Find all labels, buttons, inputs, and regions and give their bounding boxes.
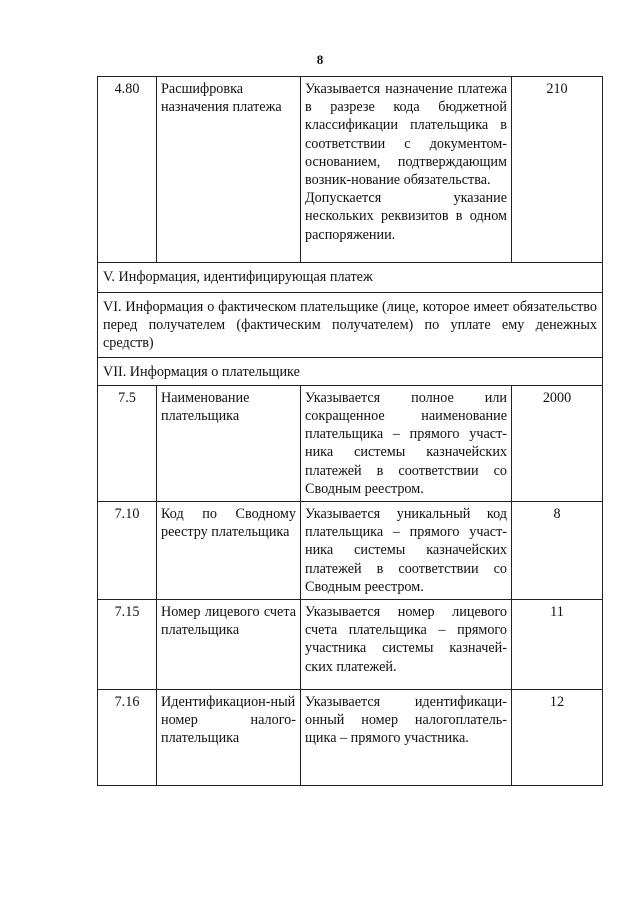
row-number: 7.15	[98, 600, 157, 690]
page-number: 8	[316, 52, 324, 67]
field-length: 11	[512, 600, 603, 690]
table-row	[98, 385, 603, 501]
field-name: Наименование плательщика	[157, 385, 301, 501]
requisites-table	[97, 76, 603, 786]
field-description: Указывается идентификаци-онный номер налогоплатель-щика – прямого участника.	[301, 690, 512, 786]
field-length: 2000	[512, 385, 603, 501]
section-title: V. Информация, идентифицирующая платеж	[98, 263, 603, 293]
field-name: Код по Сводному реестру плательщика	[157, 502, 301, 600]
field-name: Идентификацион-ный номер налого-плательщика	[157, 690, 301, 786]
row-number: 7.10	[98, 502, 157, 600]
table-row	[98, 502, 603, 600]
field-description: Указывается номер лицевого счета плательщика – прямого участника системы казначей-ских платежей.	[301, 600, 512, 690]
field-name: Расшифровка назначения платежа	[157, 77, 301, 263]
row-number: 7.5	[98, 385, 157, 501]
section-header	[98, 263, 603, 293]
description-paragraph: Допускается указание нескольких реквизитов в одном распоряжении.	[305, 190, 507, 243]
field-description: Указывается уникальный код плательщика – прямого участ-ника системы казначейских платежей в соответствии со Сводным реестром.	[301, 502, 512, 600]
table-row	[98, 690, 603, 786]
row-number: 7.16	[98, 690, 157, 786]
table-row	[98, 600, 603, 690]
field-length: 8	[512, 502, 603, 600]
field-description: Указывается полное или сокращенное наименование плательщика – прямого участ-ника системы казначейских платежей в соответствии со Сводным реестром.	[301, 385, 512, 501]
field-description	[301, 77, 512, 263]
section-title: VI. Информация о фактическом плательщике (лице, которое имеет обязательство перед получателем (фактическим получателем) по уплате ему денежных средств)	[98, 293, 603, 358]
field-length: 12	[512, 690, 603, 786]
section-title: VII. Информация о плательщике	[98, 357, 603, 385]
table-row	[98, 77, 603, 263]
row-number: 4.80	[98, 77, 157, 263]
description-paragraph: Указывается назначение платежа в разрезе кода бюджетной классификации плательщика в соответствии с документом-основанием, подтверждающим возник-нование обязательства.	[305, 81, 507, 189]
field-name: Номер лицевого счета плательщика	[157, 600, 301, 690]
field-length: 210	[512, 77, 603, 263]
section-header	[98, 293, 603, 358]
section-header	[98, 357, 603, 385]
